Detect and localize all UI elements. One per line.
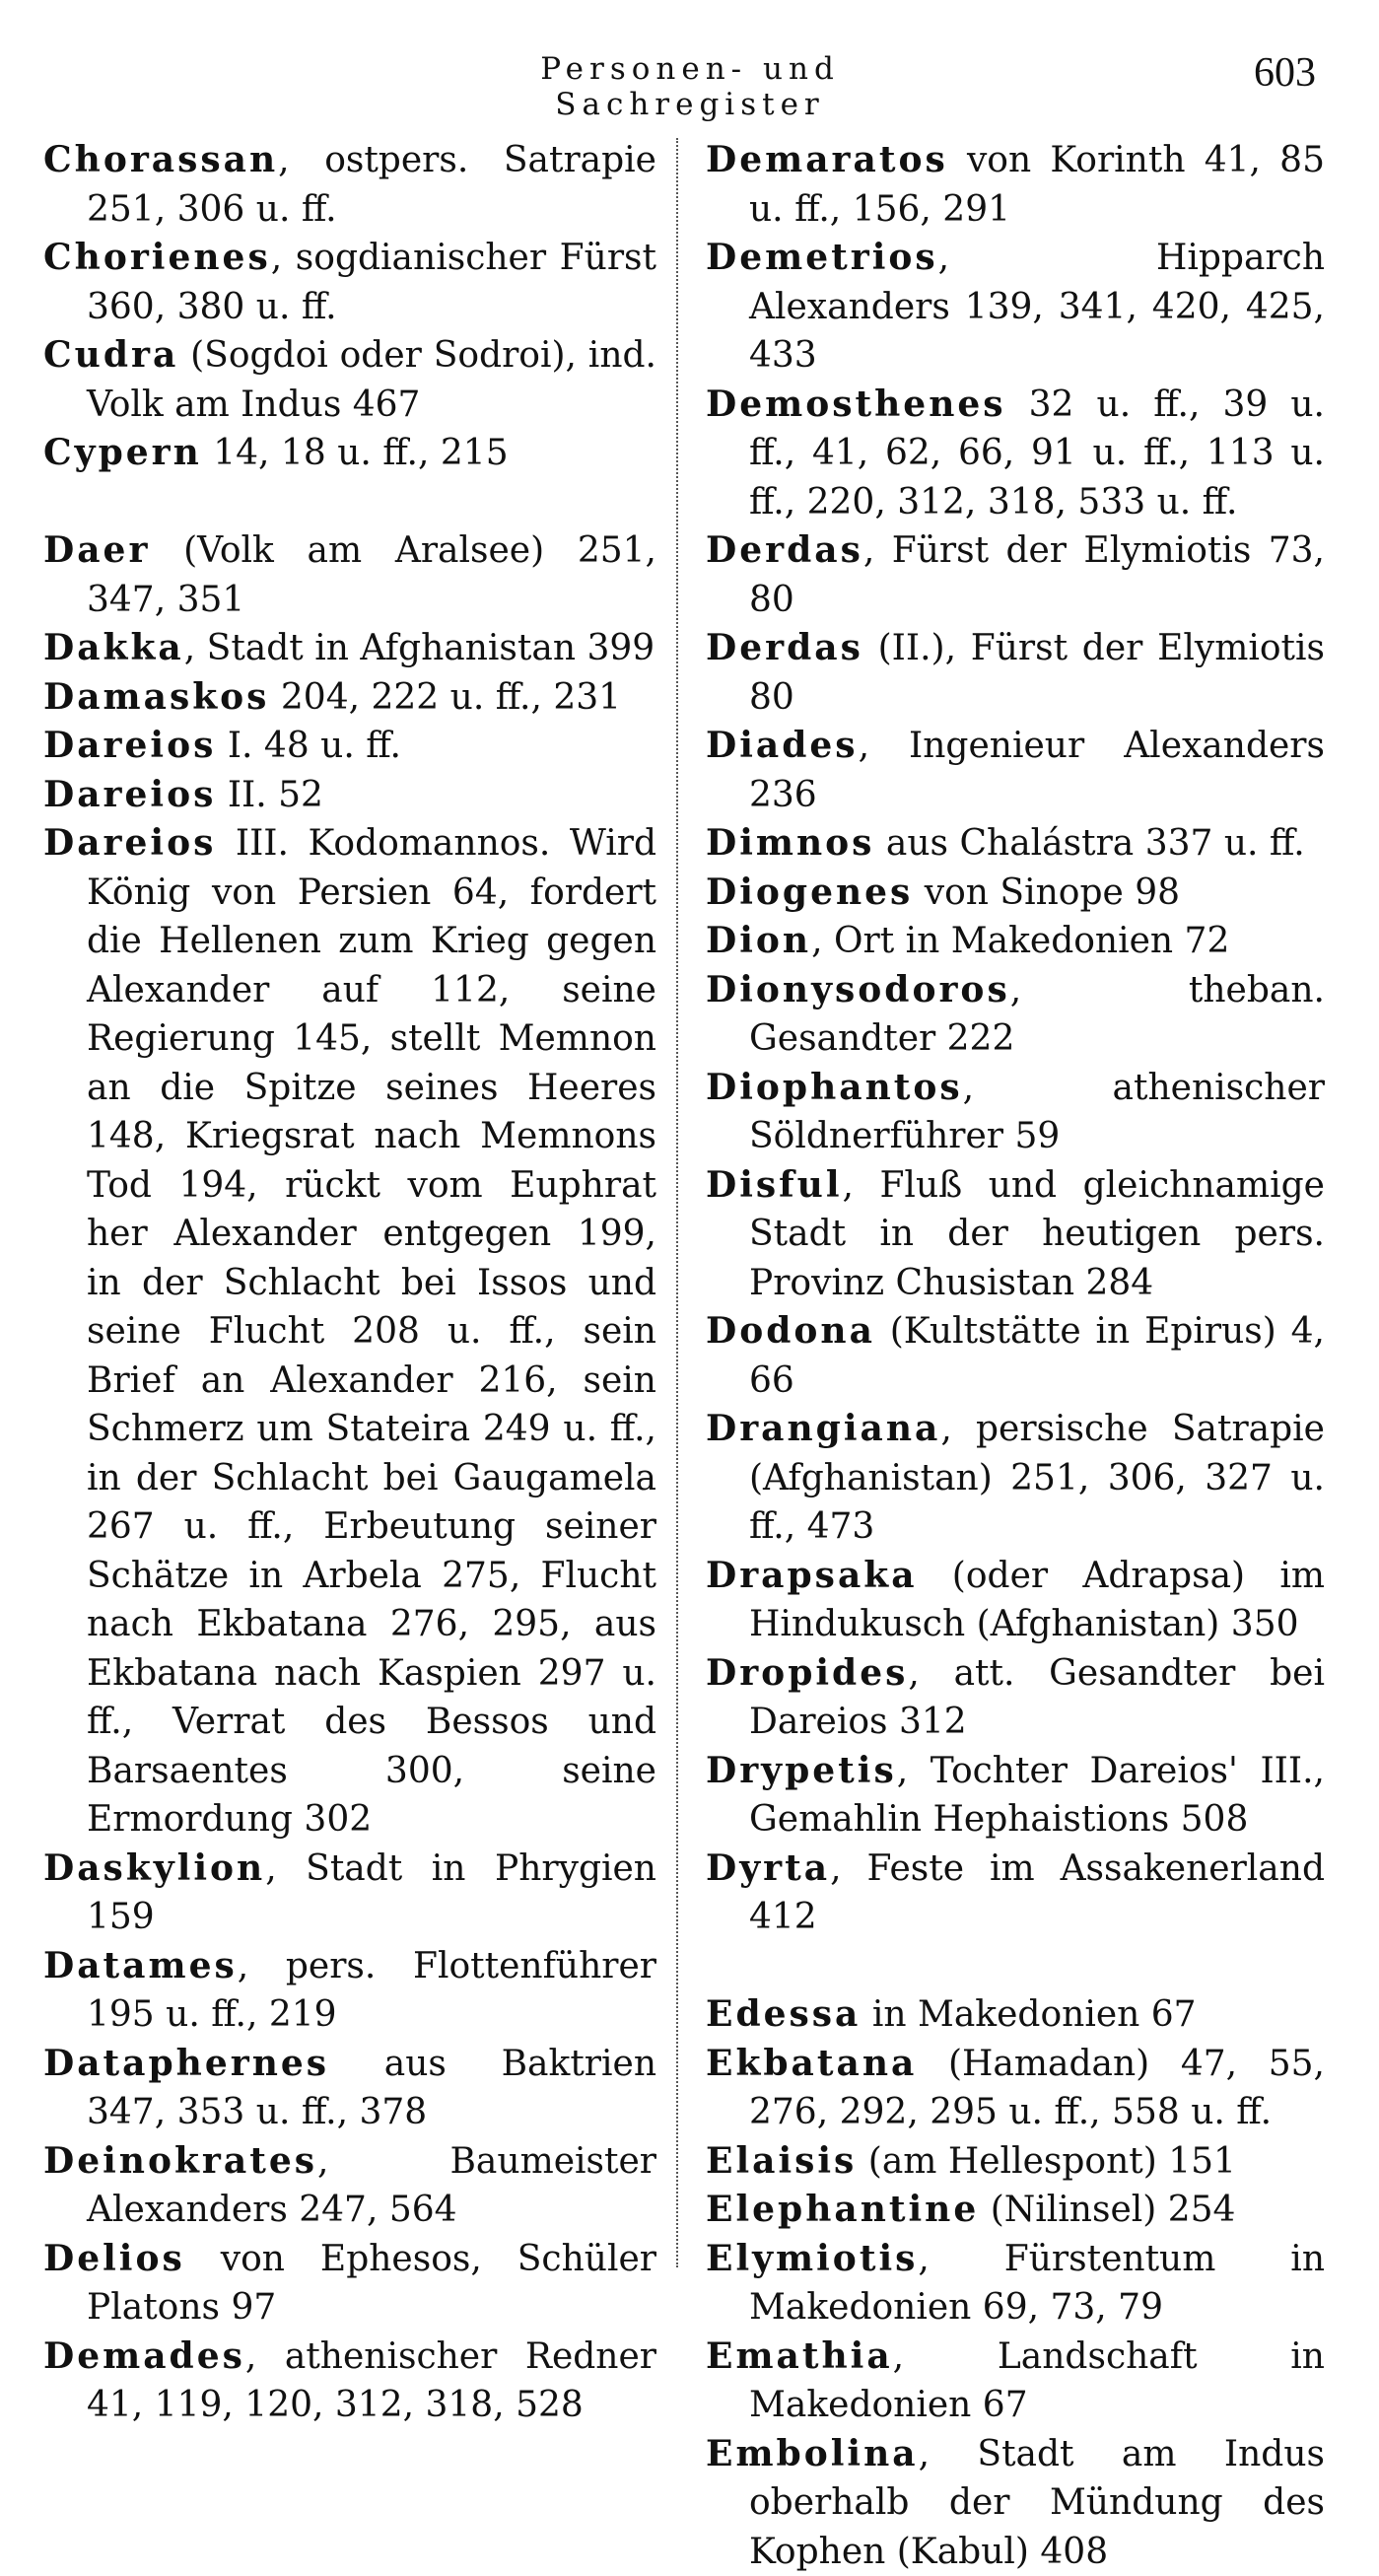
index-entry <box>706 1747 1325 1845</box>
index-entry <box>43 819 656 1845</box>
entry-text: II. 52 <box>216 775 323 815</box>
index-entry <box>706 1552 1325 1649</box>
entry-headword: Demaratos <box>706 139 948 180</box>
entry-headword: Diogenes <box>706 871 913 913</box>
index-entry <box>43 331 656 429</box>
entry-text: (II.), Fürst der Elymiotis 80 <box>749 628 1325 718</box>
entry-headword: Chorienes <box>43 237 271 278</box>
running-head: Personen- und Sachregister <box>414 51 966 122</box>
index-entry <box>706 1990 1325 2040</box>
entry-headword: Disful <box>706 1164 843 1206</box>
entry-headword: Dareios <box>43 822 216 864</box>
entry-headword: Demetrios <box>706 237 938 278</box>
index-entry <box>706 819 1325 869</box>
entry-text: 32 u. ff., 39 u. ff., 41, 62, 66, 91 u. ff., 113 u. ff., 220, 312, 318, 533 u. ff. <box>749 384 1325 522</box>
index-column-right <box>706 136 1325 2576</box>
index-entry <box>706 526 1325 624</box>
entry-headword: Drypetis <box>706 1750 897 1791</box>
entry-headword: Dionysodoros <box>706 969 1010 1010</box>
entry-headword: Elaisis <box>706 2140 857 2182</box>
entry-headword: Elymiotis <box>706 2238 918 2279</box>
entry-text: , att. Gesandter bei Dareios 312 <box>749 1653 1325 1743</box>
entry-headword: Demosthenes <box>706 383 1006 425</box>
index-entry <box>706 1307 1325 1405</box>
entry-text: , Landschaft in Makedonien 67 <box>749 2336 1325 2426</box>
entry-text: , pers. Flottenführer 195 u. ff., 219 <box>87 1946 656 2036</box>
entry-headword: Embolina <box>706 2433 919 2474</box>
index-entry <box>43 771 656 820</box>
index-entry <box>706 1405 1325 1552</box>
index-entry <box>43 2332 656 2430</box>
entry-headword: Dareios <box>43 774 216 815</box>
entry-text: , Fluß und gleichnamige Stadt in der heutigen pers. Provinz Chusistan 284 <box>749 1165 1325 1303</box>
index-entry <box>706 1064 1325 1161</box>
entry-headword: Dakka <box>43 627 184 668</box>
entry-text: , Ingenieur Alexanders 236 <box>749 726 1325 815</box>
entry-text: in Makedonien 67 <box>861 1994 1196 2035</box>
entry-headword: Diophantos <box>706 1067 963 1108</box>
entry-text: , Ort in Makedonien 72 <box>811 921 1229 961</box>
entry-text: von Korinth 41, 85 u. ff., 156, 291 <box>749 140 1325 230</box>
entry-text: (Kultstätte in Epirus) 4, 66 <box>749 1311 1325 1401</box>
index-entry <box>43 2137 656 2235</box>
index-entry <box>43 2235 656 2332</box>
entry-headword: Daskylion <box>43 1847 265 1889</box>
entry-text: , sogdianischer Fürst 360, 380 u. ff. <box>87 238 656 327</box>
entry-headword: Dareios <box>43 725 216 766</box>
index-entry <box>706 1845 1325 1942</box>
entry-text: aus Chalástra 337 u. ff. <box>874 823 1304 864</box>
entry-headword: Cypern <box>43 432 202 473</box>
index-entry <box>706 136 1325 234</box>
entry-headword: Edessa <box>706 1993 861 2035</box>
entry-text: , Stadt in Phrygien 159 <box>87 1848 656 1938</box>
entry-text: aus Baktrien 347, 353 u. ff., 378 <box>87 2044 656 2133</box>
index-entry <box>706 2186 1325 2235</box>
index-entry <box>706 2332 1325 2430</box>
entry-headword: Delios <box>43 2238 185 2279</box>
entry-headword: Dion <box>706 920 811 961</box>
entry-text: , theban. Gesandter 222 <box>749 970 1325 1060</box>
entry-text: , Feste im Assakenerland 412 <box>749 1848 1325 1938</box>
entry-headword: Datames <box>43 1945 238 1986</box>
index-entry <box>43 136 656 234</box>
section-gap <box>43 478 656 527</box>
entry-headword: Dimnos <box>706 822 874 864</box>
entry-headword: Dataphernes <box>43 2043 329 2084</box>
index-entry <box>706 2040 1325 2137</box>
index-entry <box>706 1161 1325 1308</box>
entry-text: , Stadt am Indus oberhalb der Mündung des Kophen (Kabul) 408 <box>749 2434 1325 2572</box>
entry-text: (Hamadan) 47, 55, 276, 292, 295 u. ff., 558 u. ff. <box>749 2044 1325 2133</box>
index-entry <box>706 966 1325 1064</box>
entry-text: 14, 18 u. ff., 215 <box>202 433 509 473</box>
entry-headword: Emathia <box>706 2335 893 2377</box>
entry-text: , athenischer Redner 41, 119, 120, 312, 318, 528 <box>87 2336 656 2426</box>
column-divider <box>676 138 678 2267</box>
index-entry <box>43 673 656 723</box>
page-number: 603 <box>1254 49 1316 97</box>
index-entry <box>706 381 1325 527</box>
entry-headword: Demades <box>43 2335 245 2377</box>
entry-text: von Ephesos, Schüler Platons 97 <box>87 2239 656 2329</box>
index-entry <box>43 1845 656 1942</box>
entry-text: , Hipparch Alexanders 139, 341, 420, 425, 433 <box>749 238 1325 376</box>
entry-headword: Dropides <box>706 1652 908 1694</box>
entry-text: (Sogdoi oder Sodroi), ind. Volk am Indus 467 <box>87 335 656 425</box>
entry-headword: Chorassan <box>43 139 278 180</box>
entry-text: III. Kodomannos. Wird König von Persien 64, fordert die Hellenen zum Krieg gegen Alexander auf 112, seine Regierung 145, stellt Memnon an die Spitze seines Heeres 148, Kriegsrat nach Memnons Tod 194, rückt vom Euphrat her Alexander entgegen 199, in der Schlacht bei Issos und seine Flucht 208 u. ff., sein Brief an Alexander 216, sein Schmerz um Stateira 249 u. ff., in der Schlacht bei Gaugamela 267 u. ff., Erbeutung seiner Schätze in Arbela 275, Flucht nach Ekbatana 276, 295, aus Ekbatana nach Kaspien 297 u. ff., Verrat des Bessos und Barsaentes 300, seine Ermordung 302 <box>87 823 656 1840</box>
entry-headword: Drapsaka <box>706 1555 918 1596</box>
index-entry <box>43 722 656 771</box>
index-entry <box>706 722 1325 819</box>
entry-headword: Dyrta <box>706 1847 830 1889</box>
entry-text: , athenischer Söldnerführer 59 <box>749 1068 1325 1157</box>
section-gap <box>706 1942 1325 1991</box>
entry-text: (Nilinsel) 254 <box>979 2190 1235 2230</box>
index-entry <box>706 917 1325 966</box>
entry-text: , persische Satrapie (Afghanistan) 251, 306, 327 u. ff., 473 <box>749 1409 1325 1547</box>
entry-text: , Fürst der Elymiotis 73, 80 <box>749 530 1325 620</box>
entry-text: , ostpers. Satrapie 251, 306 u. ff. <box>87 140 656 230</box>
entry-group <box>43 526 656 2430</box>
entry-headword: Elephantine <box>706 2189 979 2230</box>
index-entry <box>43 1942 656 2040</box>
entry-text: von Sinope 98 <box>913 872 1180 913</box>
entry-headword: Derdas <box>706 627 863 668</box>
entry-headword: Daer <box>43 529 150 571</box>
entry-group <box>706 136 1325 1942</box>
entry-text: , Tochter Dareios' III., Gemahlin Hephaistions 508 <box>749 1751 1325 1841</box>
index-entry <box>706 624 1325 722</box>
entry-headword: Diades <box>706 725 859 766</box>
entry-headword: Dodona <box>706 1310 875 1352</box>
entry-group <box>706 1990 1325 2576</box>
entry-headword: Damaskos <box>43 676 269 718</box>
entry-text: (Volk am Aralsee) 251, 347, 351 <box>87 530 656 620</box>
index-entry <box>706 2235 1325 2332</box>
index-entry <box>43 526 656 624</box>
entry-headword: Drangiana <box>706 1408 940 1449</box>
entry-text: , Stadt in Afghanistan 399 <box>184 628 655 668</box>
entry-text: , Fürstentum in Makedonien 69, 73, 79 <box>749 2239 1325 2329</box>
index-entry <box>43 2040 656 2137</box>
entry-text: 204, 222 u. ff., 231 <box>269 677 621 718</box>
index-entry <box>706 234 1325 381</box>
index-entry <box>706 1649 1325 1747</box>
entry-headword: Derdas <box>706 529 863 571</box>
index-entry <box>706 2137 1325 2187</box>
entry-text: (am Hellespont) 151 <box>857 2141 1236 2182</box>
index-entry <box>706 2430 1325 2576</box>
index-entry <box>43 429 656 478</box>
index-entry <box>706 869 1325 918</box>
entry-headword: Ekbatana <box>706 2043 917 2084</box>
entry-headword: Cudra <box>43 334 178 376</box>
entry-text: I. 48 u. ff. <box>216 726 401 766</box>
index-entry <box>43 624 656 673</box>
entry-headword: Deinokrates <box>43 2140 317 2182</box>
entry-text: , Baumeister Alexanders 247, 564 <box>87 2141 656 2231</box>
entry-group <box>43 136 656 478</box>
index-column-left <box>43 136 656 2430</box>
entry-text: (oder Adrapsa) im Hindukusch (Afghanistan) 350 <box>749 1556 1325 1645</box>
index-entry <box>43 234 656 331</box>
